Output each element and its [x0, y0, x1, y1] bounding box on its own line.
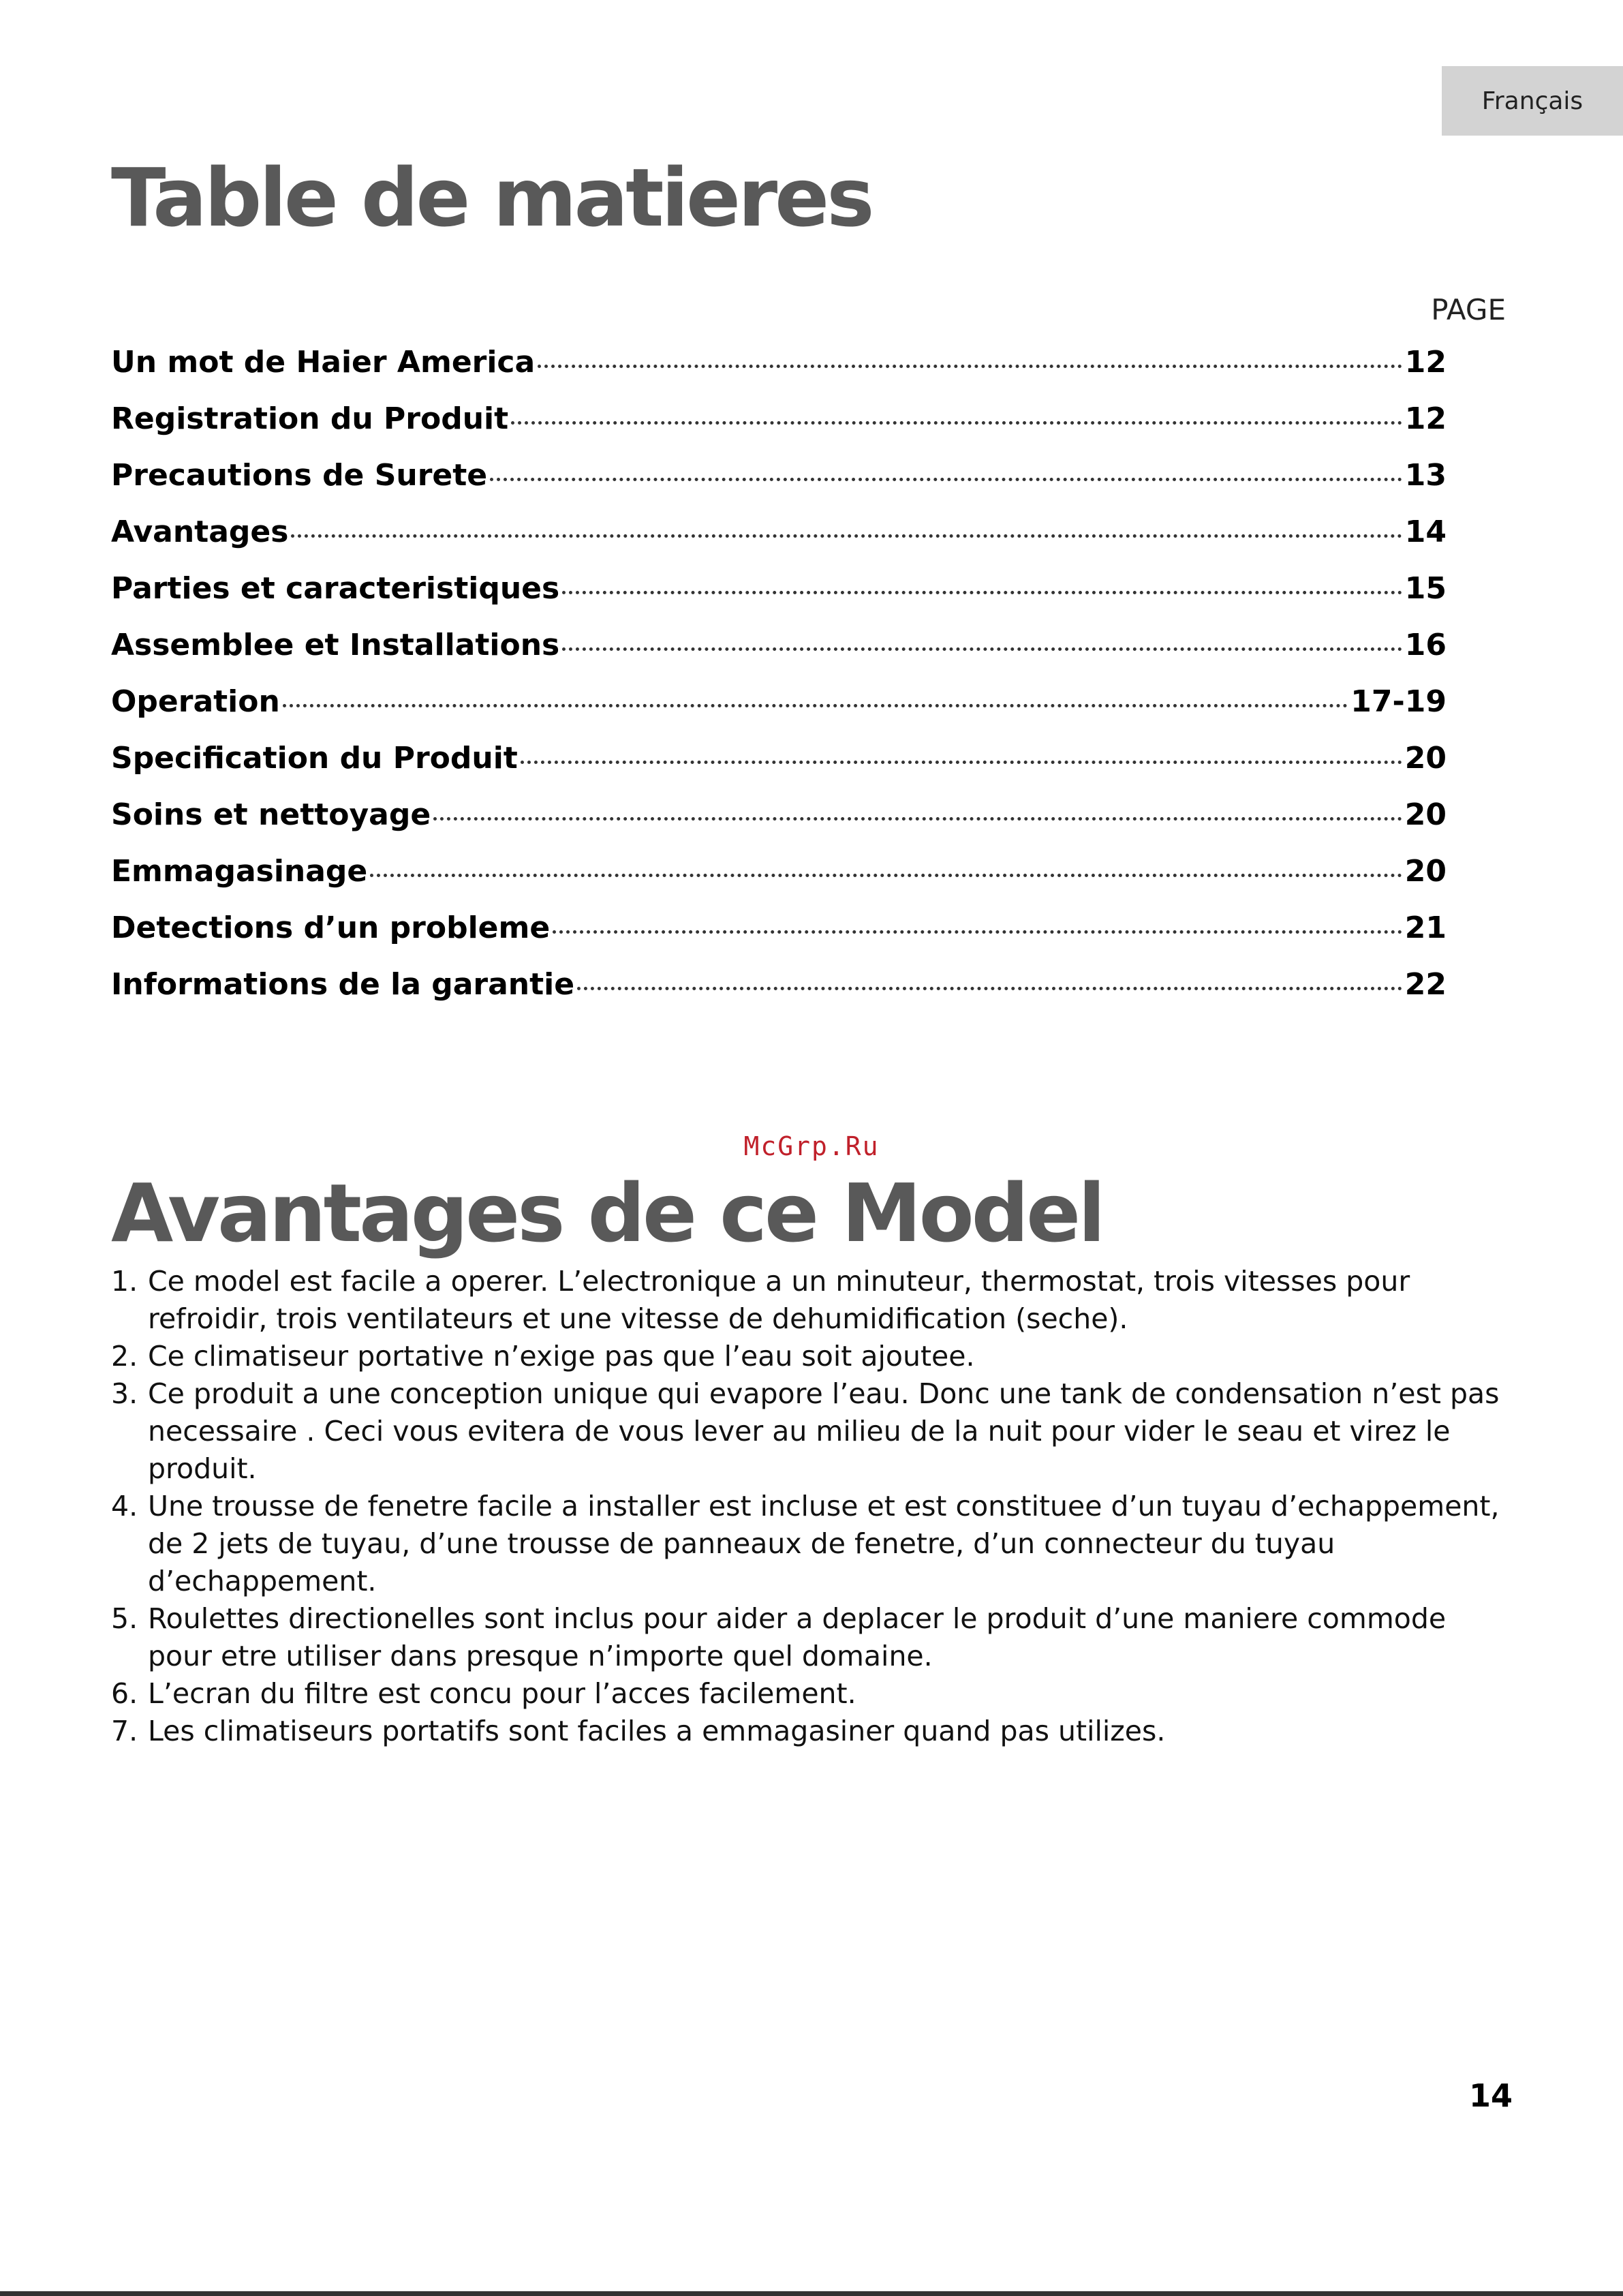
advantage-item	[111, 1675, 1515, 1713]
page-column-label: PAGE	[1431, 293, 1506, 326]
toc-entry-label: Informations de la garantie	[111, 967, 575, 1002]
toc-entry-page: 12	[1404, 401, 1447, 436]
toc-entry-label: Registration du Produit	[111, 401, 509, 436]
toc-entry-page: 17-19	[1350, 684, 1447, 719]
toc-entry-page: 13	[1404, 458, 1447, 493]
advantage-text: Ce climatiseur portative n’exige pas que l’eau soit ajoutee.	[148, 1340, 975, 1373]
toc-entry	[111, 342, 1447, 399]
table-of-contents	[111, 342, 1447, 1021]
advantage-item	[111, 1713, 1515, 1750]
watermark-text: McGrp.Ru	[743, 1131, 880, 1161]
advantage-text: Ce model est facile a operer. L’electronique a un minuteur, thermostat, trois vitesses pour refroidir, trois ventilateurs et une vitesse de dehumidification (seche).	[148, 1265, 1410, 1335]
toc-entry-page: 15	[1404, 571, 1447, 606]
toc-entry-label: Precautions de Surete	[111, 458, 488, 493]
toc-entry-label: Soins et nettoyage	[111, 797, 431, 832]
advantage-number: 4.	[111, 1490, 138, 1522]
toc-entry	[111, 908, 1447, 964]
advantage-number: 2.	[111, 1340, 138, 1373]
toc-entry-label: Emmagasinage	[111, 854, 368, 889]
advantage-text: Les climatiseurs portatifs sont faciles a emmagasiner quand pas utilizes.	[148, 1715, 1166, 1747]
toc-entry	[111, 512, 1447, 568]
bottom-rule	[0, 2291, 1623, 2296]
toc-dot-leader	[291, 534, 1402, 538]
toc-entry-label: Avantages	[111, 515, 289, 549]
toc-entry-label: Parties et caracteristiques	[111, 571, 560, 606]
toc-entry-label: Assemblee et Installations	[111, 628, 560, 662]
toc-dot-leader	[521, 761, 1402, 764]
toc-entry-page: 20	[1404, 854, 1447, 889]
toc-entry	[111, 399, 1447, 455]
advantage-number: 3.	[111, 1377, 138, 1410]
toc-entry-page: 20	[1404, 741, 1447, 776]
advantage-item	[111, 1375, 1515, 1488]
toc-dot-leader	[490, 478, 1402, 481]
advantage-text: Une trousse de fenetre facile a installer est incluse et est constituee d’un tuyau d’echappement, de 2 jets de tuyau, d’une trousse de panneaux de fenetre, d’un connecteur du tuyau d’echappement.	[148, 1490, 1500, 1597]
toc-entry-page: 12	[1404, 345, 1447, 380]
advantages-list	[111, 1263, 1515, 1750]
toc-entry	[111, 625, 1447, 682]
advantage-item	[111, 1488, 1515, 1600]
language-tab: Français	[1442, 66, 1623, 136]
advantage-item	[111, 1600, 1515, 1675]
advantage-text: L’ecran du filtre est concu pour l’acces facilement.	[148, 1677, 856, 1710]
toc-entry	[111, 795, 1447, 851]
toc-entry-label: Detections d’un probleme	[111, 910, 551, 945]
advantage-text: Roulettes directionelles sont inclus pour aider a deplacer le produit d’une maniere commode pour etre utiliser dans presque n’importe quel domaine.	[148, 1602, 1447, 1672]
toc-dot-leader	[562, 647, 1402, 651]
toc-entry	[111, 851, 1447, 908]
toc-entry	[111, 964, 1447, 1021]
advantages-title: Avantages de ce Model	[111, 1166, 1103, 1260]
toc-entry-label: Operation	[111, 684, 280, 719]
toc-entry	[111, 455, 1447, 512]
toc-title: Table de matieres	[111, 151, 872, 245]
toc-entry-label: Specification du Produit	[111, 741, 518, 776]
toc-dot-leader	[433, 817, 1402, 821]
toc-entry-page: 20	[1404, 797, 1447, 832]
page-number: 14	[1468, 2077, 1513, 2114]
toc-dot-leader	[553, 930, 1402, 934]
toc-entry-page: 16	[1404, 628, 1447, 662]
toc-entry-page: 21	[1404, 910, 1447, 945]
advantage-number: 5.	[111, 1602, 138, 1635]
toc-entry-page: 22	[1404, 967, 1447, 1002]
toc-entry-page: 14	[1404, 515, 1447, 549]
toc-entry	[111, 738, 1447, 795]
advantage-number: 7.	[111, 1715, 138, 1747]
toc-entry	[111, 568, 1447, 625]
toc-dot-leader	[370, 874, 1402, 877]
advantage-item	[111, 1263, 1515, 1338]
toc-dot-leader	[511, 421, 1402, 425]
advantage-item	[111, 1338, 1515, 1375]
advantage-text: Ce produit a une conception unique qui evapore l’eau. Donc une tank de condensation n’est pas necessaire . Ceci vous evitera de vous lever au milieu de la nuit pour vider le seau et virez le produit.	[148, 1377, 1500, 1485]
toc-dot-leader	[577, 987, 1402, 990]
toc-entry	[111, 682, 1447, 738]
toc-dot-leader	[283, 704, 1348, 707]
toc-dot-leader	[538, 365, 1402, 368]
advantage-number: 6.	[111, 1677, 138, 1710]
toc-entry-label: Un mot de Haier America	[111, 345, 536, 380]
toc-dot-leader	[562, 591, 1402, 594]
advantage-number: 1.	[111, 1265, 138, 1298]
